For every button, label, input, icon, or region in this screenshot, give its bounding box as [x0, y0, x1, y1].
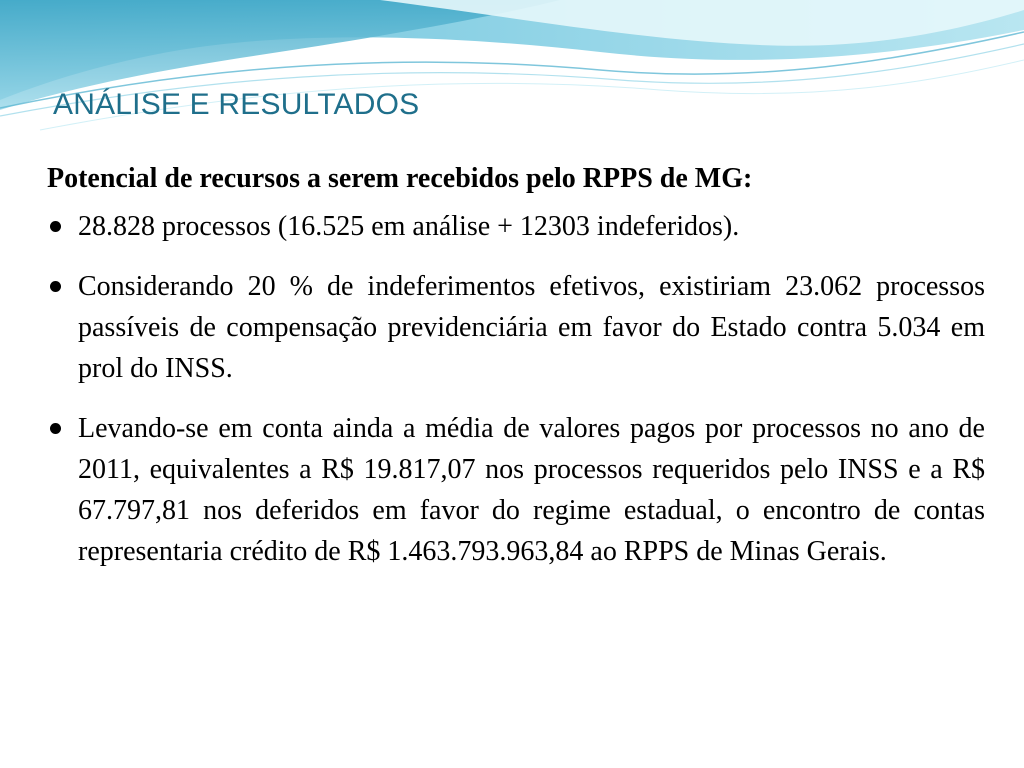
bullet-item — [47, 408, 985, 572]
bullet-list — [47, 206, 985, 572]
bullet-item — [47, 266, 985, 389]
slide-subtitle: Potencial de recursos a serem recebidos pelo RPPS de MG: — [47, 163, 753, 194]
bullet-icon — [50, 221, 61, 232]
bullet-text: Considerando 20 % de indeferimentos efetivos, existiriam 23.062 processos passíveis de compensação previdenciária em favor do Estado contra 5.034 em prol do INSS. — [78, 271, 985, 384]
slide-content — [47, 160, 985, 591]
bullet-item — [47, 206, 985, 247]
slide-title: ANÁLISE E RESULTADOS — [53, 88, 420, 121]
bullet-text: 28.828 processos (16.525 em análise + 12303 indeferidos). — [78, 211, 740, 242]
bullet-icon — [50, 281, 61, 292]
bullet-icon — [50, 423, 61, 434]
bullet-text: Levando-se em conta ainda a média de valores pagos por processos no ano de 2011, equivalentes a R$ 19.817,07 nos processos requeridos pelo INSS e a R$ 67.797,81 nos deferidos em favor do regime estadual, o encontro de contas representaria crédito de R$ 1.463.793.963,84 ao RPPS de Minas Gerais. — [78, 413, 985, 567]
